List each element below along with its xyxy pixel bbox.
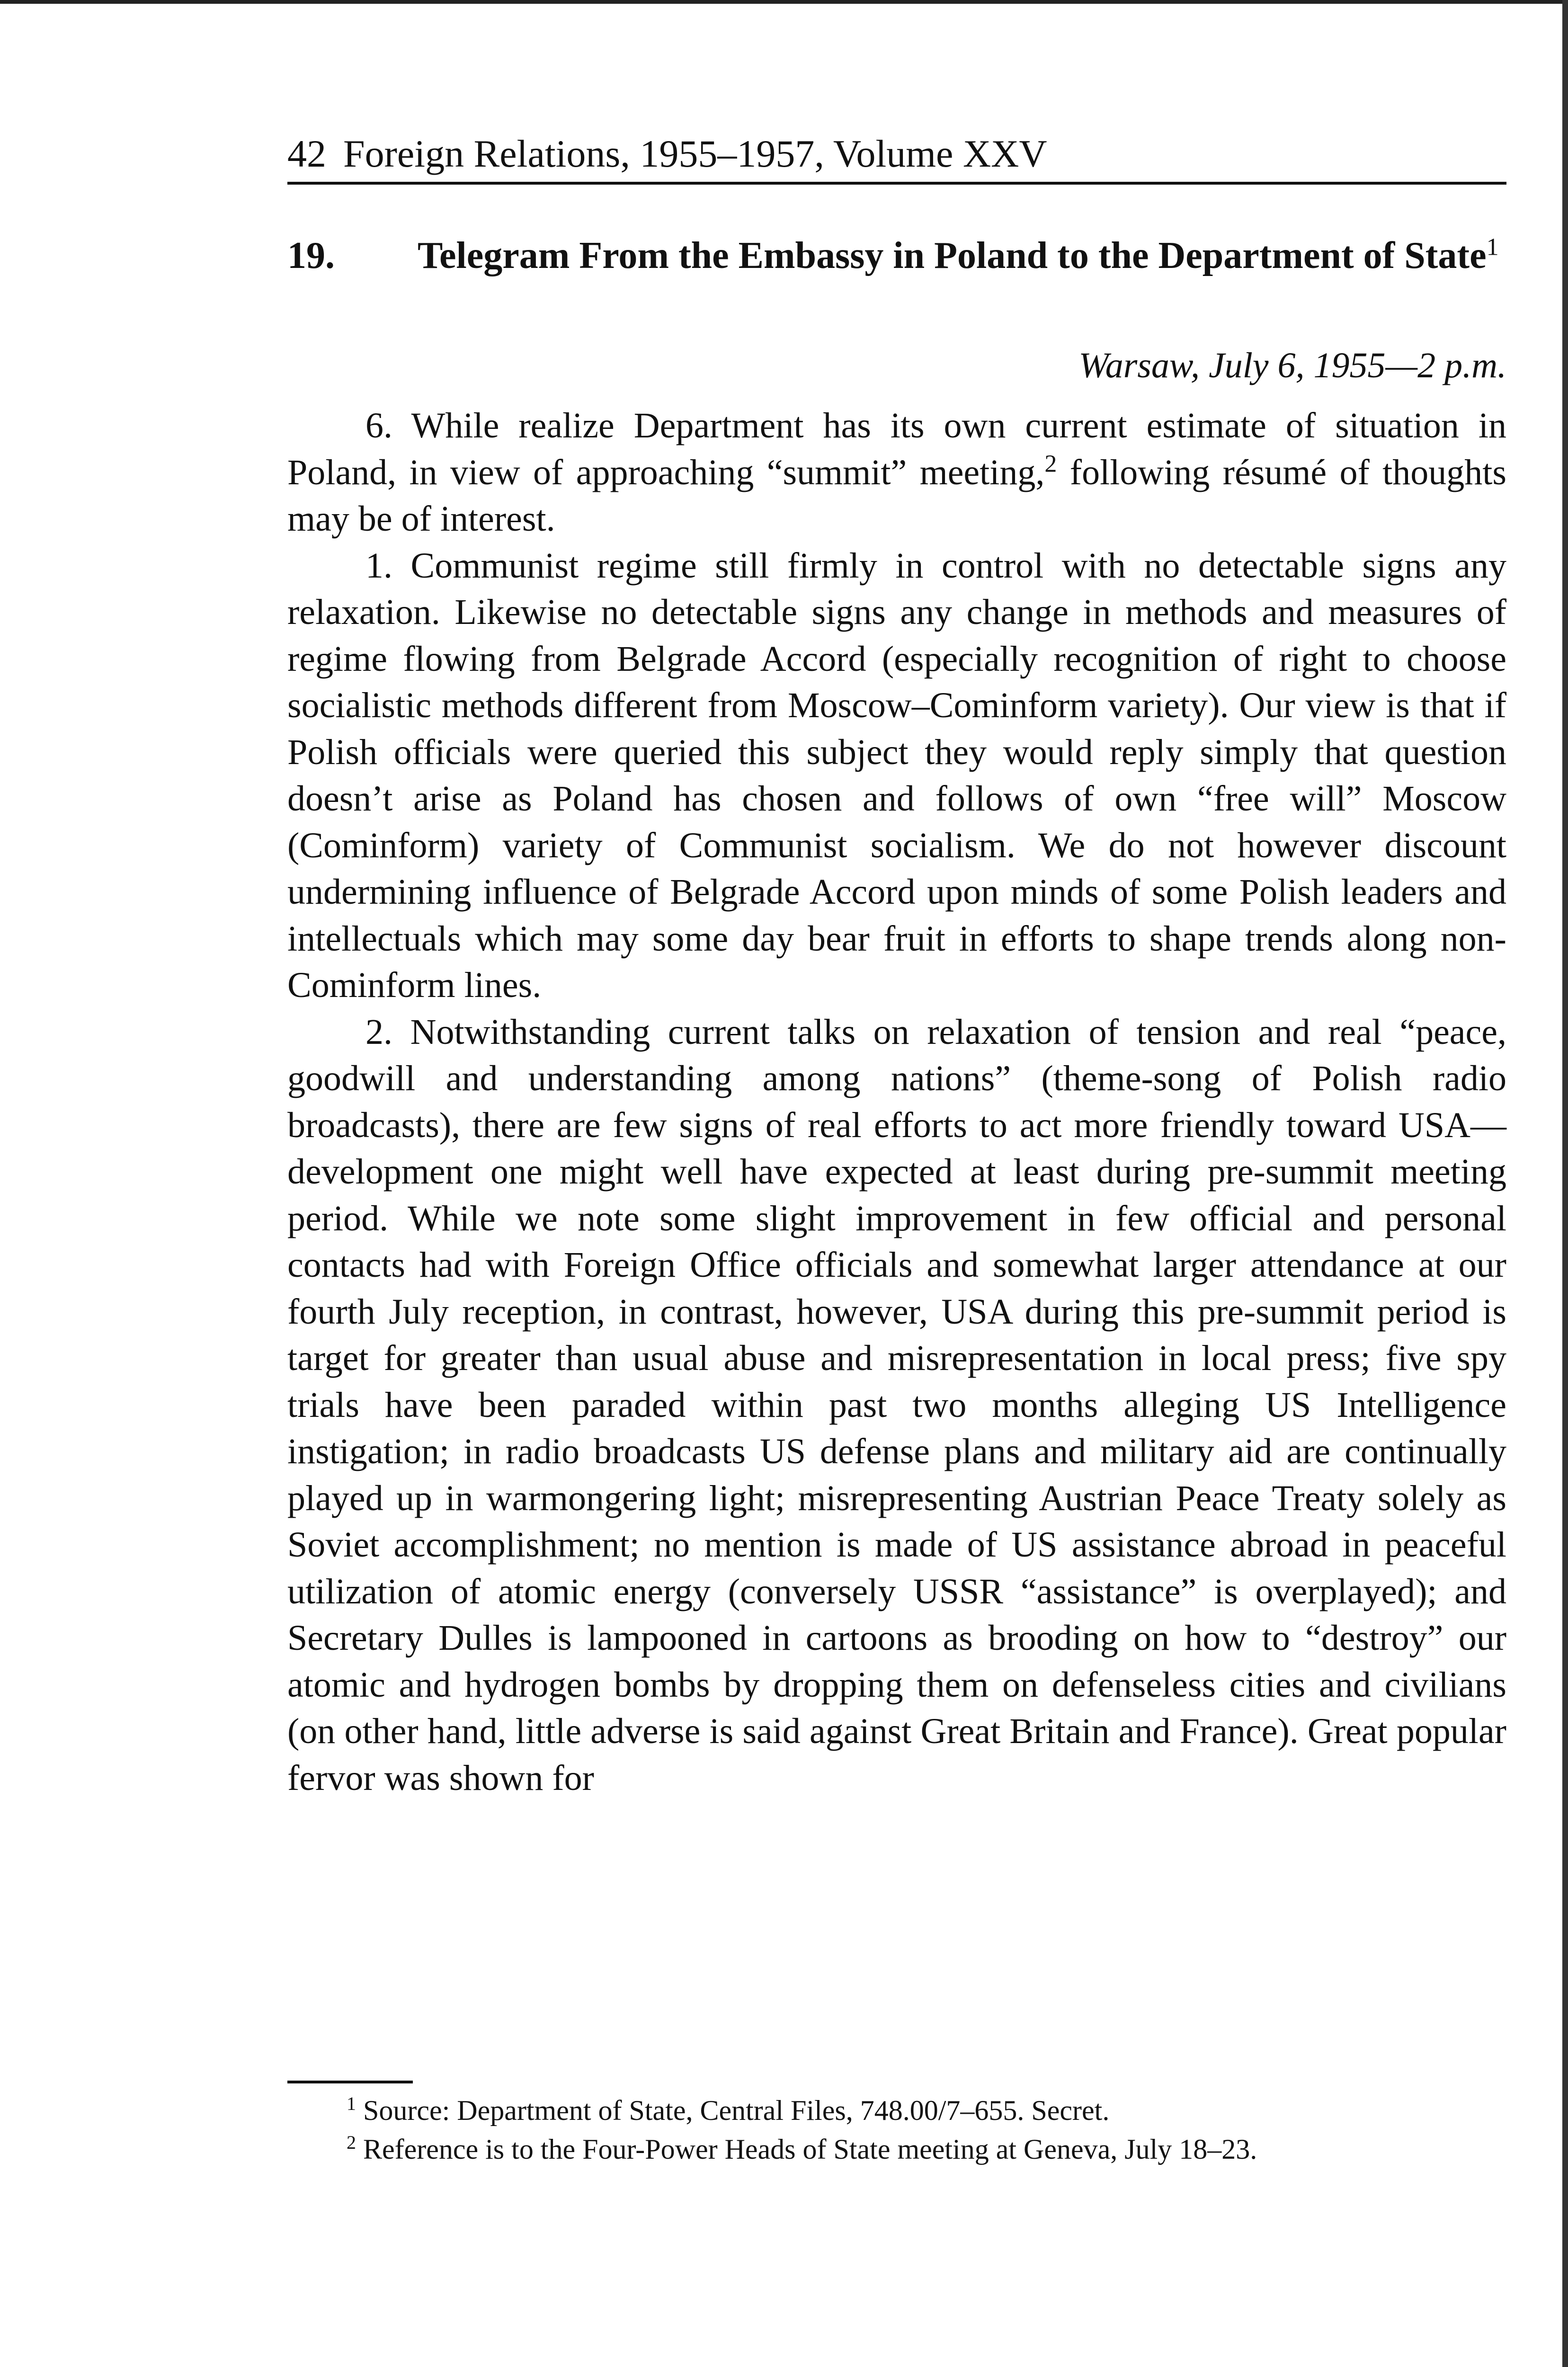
page-number: 42 bbox=[287, 132, 326, 175]
footnote-text: Reference is to the Four-Power Heads of State meeting at Geneva, July 18–23. bbox=[363, 2134, 1257, 2165]
footnote-text: Source: Department of State, Central Files, 748.00/7–655. Secret. bbox=[363, 2095, 1110, 2126]
series-title: Foreign Relations, 1955–1957, Volume XXV bbox=[343, 132, 1047, 175]
document-number: 19. bbox=[287, 235, 335, 276]
dateline: Warsaw, July 6, 1955—2 p.m. bbox=[1078, 346, 1506, 385]
paragraph-intro-text-b: following résumé of thoughts may be of interest. bbox=[287, 452, 1506, 539]
footnote-ref-1[interactable]: 1 bbox=[1486, 233, 1499, 261]
page-content bbox=[287, 128, 1506, 1801]
page-top-edge bbox=[0, 0, 1568, 4]
paragraph-2: 2. Notwithstanding current talks on relaxation of tension and real “peace, goodwill and understanding among nations” (theme-song of Polish radio broadcasts), there are few signs of real efforts to act more friendly toward USA—development one might well have expected at least during pre-summit meeting period. While we note some slight improvement in few official and personal contacts had with Foreign Office officials and somewhat larger attendance at our fourth July reception, in contrast, however, USA during this pre-summit period is target for greater than usual abuse and misrepresentation in local press; five spy trials have been paraded within past two months alleging US Intelligence instigation; in radio broadcasts US defense plans and military aid are continually played up in warmongering light; misrepresenting Austrian Peace Treaty solely as Soviet accomplishment; no mention is made of US assistance abroad in peaceful utilization of atomic energy (conversely USSR “assistance” is overplayed); and Secretary Dulles is lampooned in cartoons as brooding on how to “destroy” our atomic and hydrogen bombs by dropping them on defenseless cities and civilians (on other hand, little adverse is said against Great Britain and France). Great popular fervor was shown for bbox=[287, 1012, 1506, 1798]
running-head bbox=[287, 128, 1506, 185]
footnote-1 bbox=[287, 2091, 1506, 2130]
document-title-text: Telegram From the Embassy in Poland to the Department of State bbox=[418, 235, 1487, 276]
body-text bbox=[287, 402, 1506, 1801]
document-heading bbox=[287, 232, 1506, 279]
footnote-marker: 2 bbox=[347, 2132, 356, 2153]
footnote-list bbox=[287, 2091, 1506, 2169]
footnote-rule bbox=[287, 2081, 413, 2083]
document-title bbox=[418, 232, 1506, 279]
footnote-ref-2[interactable]: 2 bbox=[1044, 450, 1057, 478]
paragraph-intro bbox=[287, 402, 1506, 543]
footnote-marker: 1 bbox=[347, 2093, 356, 2114]
paragraph-1: 1. Communist regime still firmly in control with no detectable signs any relaxation. Likewise no detectable signs any change in methods and measures of regime flowing from Belgrade Accord (especially recognition of right to choose socialistic methods different from Moscow–Cominform variety). Our view is that if Polish officials were queried this subject they would reply simply that question doesn’t arise as Poland has chosen and follows of own “free will” Moscow (Cominform) variety of Communist socialism. We do not however discount undermining influence of Belgrade Accord upon minds of some Polish leaders and intellectuals which may some day bear fruit in efforts to shape trends along non-Cominform lines. bbox=[287, 545, 1506, 1005]
paragraph-intro-text-a: 6. While realize Department has its own current estimate of situation in Poland, in view of approaching “summit” meeting, bbox=[287, 406, 1506, 492]
page-right-edge bbox=[1562, 0, 1568, 2367]
footnotes bbox=[287, 2081, 1506, 2169]
footnote-2 bbox=[287, 2130, 1506, 2169]
